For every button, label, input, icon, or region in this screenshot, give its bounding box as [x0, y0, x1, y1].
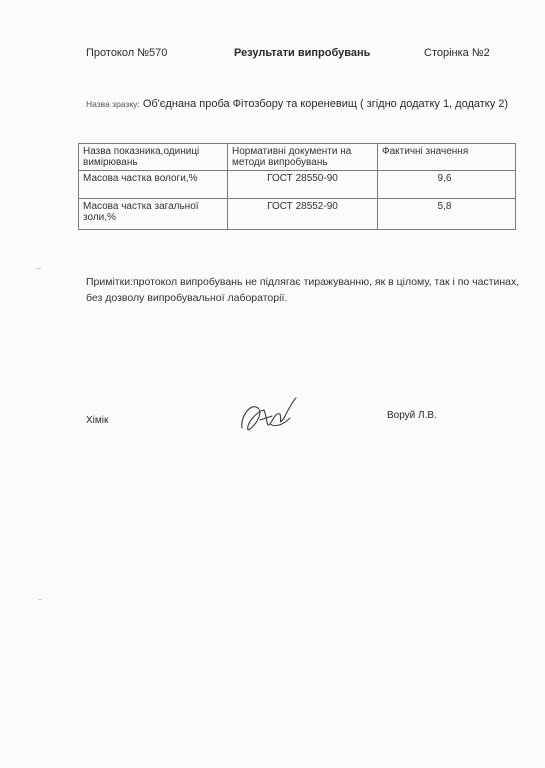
table-header-row: [79, 144, 516, 171]
table-row: [79, 199, 516, 230]
method-cell: ГОСТ 28552-90: [228, 199, 378, 230]
signer-role: Хімік: [86, 415, 109, 426]
sample-name-label: Назва зразку:: [86, 99, 140, 109]
scan-speck: [38, 599, 42, 600]
sample-name-value: Об'єднана проба Фітозбору та кореневищ ( згідно додатку 1, додатку 2): [142, 98, 509, 110]
protocol-number: Протокол №570: [86, 47, 168, 59]
column-header-indicator: Назва показника,одиниці вимірювань: [79, 144, 228, 171]
scan-speck: [36, 268, 41, 269]
table-row: [79, 171, 516, 199]
results-table: [78, 143, 516, 230]
value-cell: 5,8: [378, 199, 516, 230]
indicator-cell: Масова частка загальної золи,%: [79, 199, 228, 230]
indicator-cell: Масова частка вологи,%: [79, 171, 228, 199]
column-header-method: Нормативні документи на методи випробувань: [228, 144, 378, 171]
signer-name: Воруй Л.В.: [387, 410, 437, 421]
handwritten-signature: [236, 394, 306, 436]
method-cell: ГОСТ 28550-90: [228, 171, 378, 199]
column-header-value: Фактичні значення: [378, 144, 516, 171]
remarks-note: Примітки:протокол випробувань не підлягає тиражуванню, як в цілому, так і по частинах, без дозволу випробувальної лабораторії.: [86, 276, 520, 304]
page-number: Сторінка №2: [424, 47, 490, 59]
value-cell: 9,6: [378, 171, 516, 199]
sample-name-line: [86, 98, 508, 110]
document-title: Результати випробувань: [234, 47, 371, 59]
